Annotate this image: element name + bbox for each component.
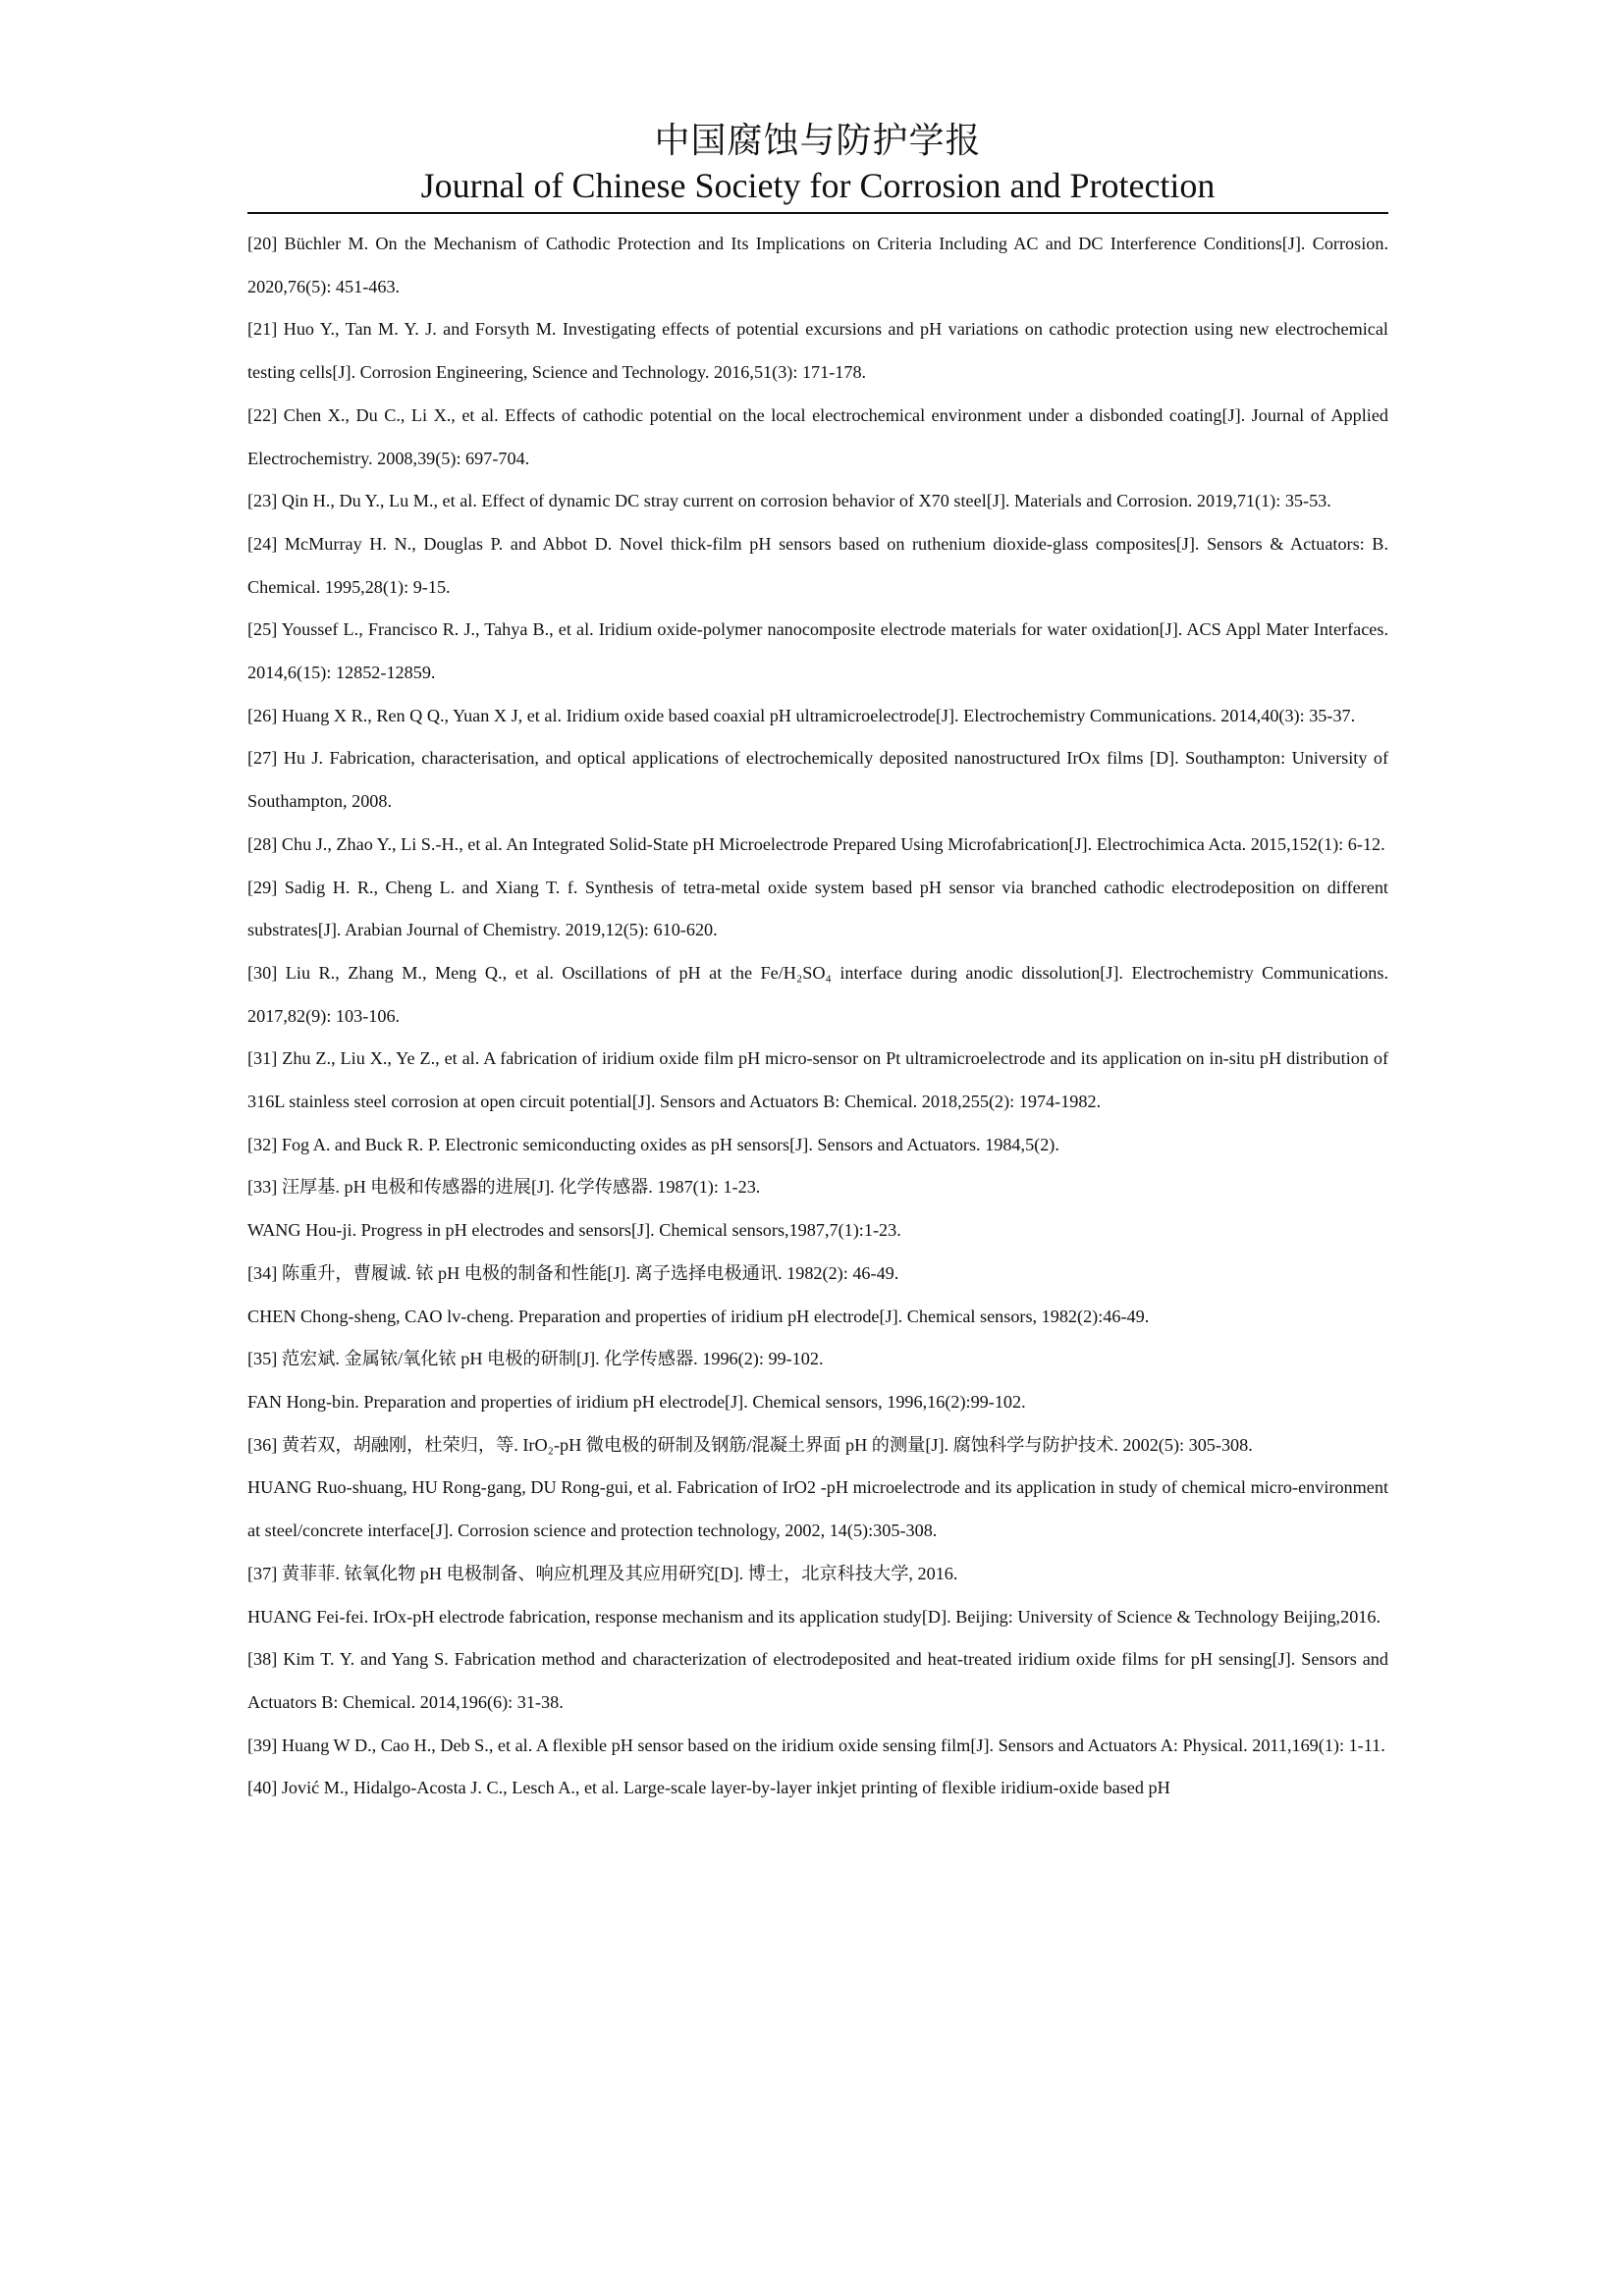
- reference-item: [20] Büchler M. On the Mechanism of Cathodic Protection and Its Implications on Criteria Including AC and DC Interference Conditions[J]. Corrosion. 2020,76(5): 451-463.: [247, 234, 1388, 296]
- reference-item: [31] Zhu Z., Liu X., Ye Z., et al. A fabrication of iridium oxide film pH micro-sensor on Pt ultramicroelectrode and its application on in-situ pH distribution of 316L stainless steel corrosion at open circuit potential[J]. Sensors and Actuators B: Chemical. 2018,255(2): 1974-1982.: [247, 1048, 1388, 1112]
- reference-item: WANG Hou-ji. Progress in pH electrodes and sensors[J]. Chemical sensors,1987,7(1):1-23.: [247, 1220, 901, 1241]
- reference-item: [23] Qin H., Du Y., Lu M., et al. Effect of dynamic DC stray current on corrosion behavior of X70 steel[J]. Materials and Corrosion. 2019,71(1): 35-53.: [247, 491, 1331, 511]
- journal-header: [247, 116, 1388, 206]
- reference-item: [33] 汪厚基. pH 电极和传感器的进展[J]. 化学传感器. 1987(1): 1-23.: [247, 1177, 761, 1198]
- journal-title-chinese: 中国腐蚀与防护学报: [654, 121, 982, 160]
- reference-item: [36] 黄若双，胡融刚，杜荣归，等. IrO₂-pH 微电极的研制及钢筋/混凝土界面 pH 的测量[J]. 腐蚀科学与防护技术. 2002(5): 305-308.: [247, 1434, 1253, 1455]
- reference-item: [37] 黄菲菲. 铱氧化物 pH 电极制备、响应机理及其应用研究[D]. 博士，北京科技大学, 2016.: [247, 1563, 958, 1583]
- journal-title-english: Journal of Chinese Society for Corrosion and Protection: [420, 166, 1216, 205]
- reference-item: [30] Liu R., Zhang M., Meng Q., et al. Oscillations of pH at the Fe/H₂SO₄ interface during anodic dissolution[J]. Electrochemistry Communications. 2017,82(9): 103-106.: [247, 962, 1388, 1026]
- reference-item: CHEN Chong-sheng, CAO lv-cheng. Preparation and properties of iridium pH electrode[J]. Chemical sensors, 1982(2):46-49.: [247, 1306, 1150, 1326]
- reference-item: [38] Kim T. Y. and Yang S. Fabrication method and characterization of electrodeposited and heat-treated iridium oxide films for pH sensing[J]. Sensors and Actuators B: Chemical. 2014,196(6): 31-38.: [247, 1649, 1388, 1712]
- reference-item: [25] Youssef L., Francisco R. J., Tahya B., et al. Iridium oxide-polymer nanocomposite electrode materials for water oxidation[J]. ACS Appl Mater Interfaces. 2014,6(15): 12852-12859.: [247, 619, 1388, 683]
- reference-item: [24] McMurray H. N., Douglas P. and Abbot D. Novel thick-film pH sensors based on ruthenium dioxide-glass composites[J]. Sensors & Actuators: B. Chemical. 1995,28(1): 9-15.: [247, 533, 1388, 597]
- reference-item: [29] Sadig H. R., Cheng L. and Xiang T. f. Synthesis of tetra-metal oxide system based pH sensor via branched cathodic electrodeposition on different substrates[J]. Arabian Journal of Chemistry. 2019,12(5): 610-620.: [247, 877, 1388, 940]
- reference-item: HUANG Ruo-shuang, HU Rong-gang, DU Rong-gui, et al. Fabrication of IrO2 -pH microelectrode and its application in study of chemical micro-environment at steel/concrete interface[J]. Corrosion science and protection technology, 2002, 14(5):305-308.: [247, 1477, 1388, 1541]
- reference-item: [22] Chen X., Du C., Li X., et al. Effects of cathodic potential on the local electrochemical environment under a disbonded coating[J]. Journal of Applied Electrochemistry. 2008,39(5): 697-704.: [247, 404, 1388, 468]
- reference-item: [40] Jović M., Hidalgo-Acosta J. C., Lesch A., et al. Large-scale layer-by-layer inkjet printing of flexible iridium-oxide based pH: [247, 1778, 1170, 1798]
- reference-item: [35] 范宏斌. 金属铱/氧化铱 pH 电极的研制[J]. 化学传感器. 1996(2): 99-102.: [247, 1349, 824, 1369]
- reference-item: [26] Huang X R., Ren Q Q., Yuan X J, et al. Iridium oxide based coaxial pH ultramicroelectrode[J]. Electrochemistry Communications. 2014,40(3): 35-37.: [247, 705, 1356, 725]
- reference-item: [32] Fog A. and Buck R. P. Electronic semiconducting oxides as pH sensors[J]. Sensors and Actuators. 1984,5(2).: [247, 1134, 1059, 1154]
- reference-item: FAN Hong-bin. Preparation and properties of iridium pH electrode[J]. Chemical sensors, 1996,16(2):99-102.: [247, 1391, 1026, 1412]
- reference-item: [34] 陈重升，曹履诚. 铱 pH 电极的制备和性能[J]. 离子选择电极通讯. 1982(2): 46-49.: [247, 1262, 899, 1283]
- header-divider: [247, 212, 1388, 214]
- reference-list: [247, 223, 1388, 1810]
- reference-item: HUANG Fei-fei. IrOx-pH electrode fabrication, response mechanism and its application study[D]. Beijing: University of Science & Technology Beijing,2016.: [247, 1606, 1381, 1627]
- reference-item: [28] Chu J., Zhao Y., Li S.-H., et al. An Integrated Solid-State pH Microelectrode Prepared Using Microfabrication[J]. Electrochimica Acta. 2015,152(1): 6-12.: [247, 833, 1385, 854]
- reference-item: [39] Huang W D., Cao H., Deb S., et al. A flexible pH sensor based on the iridium oxide sensing film[J]. Sensors and Actuators A: Physical. 2011,169(1): 1-11.: [247, 1735, 1385, 1755]
- reference-item: [27] Hu J. Fabrication, characterisation, and optical applications of electrochemically deposited nanostructured IrOx films [D]. Southampton: University of Southampton, 2008.: [247, 748, 1388, 812]
- reference-item: [21] Huo Y., Tan M. Y. J. and Forsyth M. Investigating effects of potential excursions and pH variations on cathodic protection using new electrochemical testing cells[J]. Corrosion Engineering, Science and Technology. 2016,51(3): 171-178.: [247, 319, 1388, 383]
